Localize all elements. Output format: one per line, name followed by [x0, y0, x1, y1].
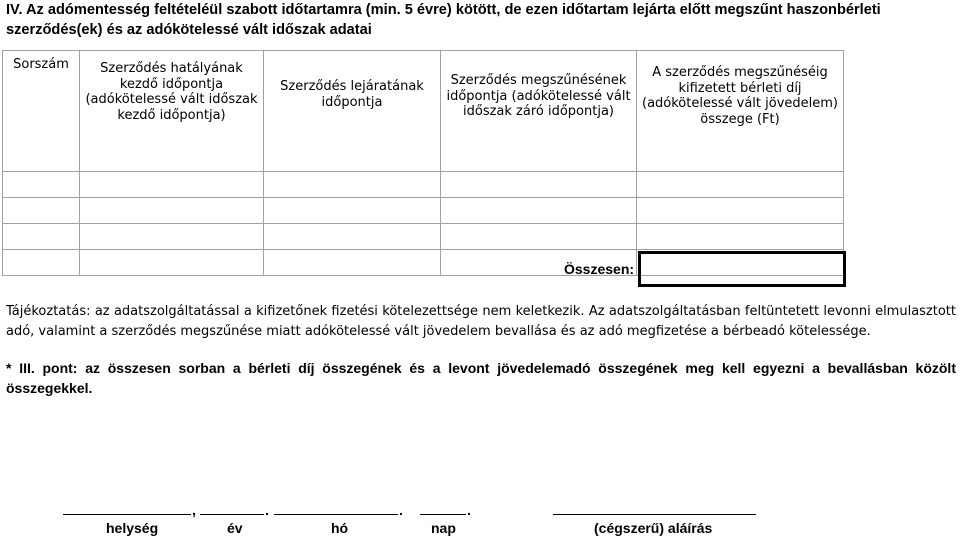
- year-line[interactable]: [200, 514, 264, 515]
- signature-line[interactable]: [553, 514, 756, 515]
- table-cell[interactable]: [3, 198, 80, 224]
- column-header-sorszam: Sorszám: [3, 51, 80, 172]
- label-year: év: [227, 520, 243, 536]
- label-place: helység: [106, 520, 159, 536]
- table-cell[interactable]: [441, 198, 637, 224]
- column-header-expiry-date: Szerződés lejáratának időpontja: [264, 51, 441, 172]
- column-header-rent-amount: A szerződés megszűnéséig kifizetett bérleti díj (adókötelessé vált jövedelem) összege (Ft): [637, 51, 844, 172]
- separator-comma: ,: [192, 502, 196, 518]
- table-cell[interactable]: [637, 224, 844, 250]
- column-header-termination-date: Szerződés megszűnésének időpontja (adókötelessé vált időszak záró időpontja): [441, 51, 637, 172]
- table-cell[interactable]: [3, 224, 80, 250]
- table-cell[interactable]: [3, 172, 80, 198]
- table-cell[interactable]: [441, 224, 637, 250]
- information-note: Tájékoztatás: az adatszolgáltatással a kifizetőnek fizetési kötelezettsége nem keletkezik. Az adatszolgáltatásban feltüntetett levonni elmulasztott adó, valamint a szerződés megszűnése miatt adókötelessé vált jövedelem bevallása és az adó megfizetése a bérbeadó kötelessége.: [6, 304, 956, 339]
- table-cell[interactable]: [264, 198, 441, 224]
- table-cell[interactable]: [637, 198, 844, 224]
- table-row: [3, 198, 844, 224]
- table-header-row: [3, 51, 844, 172]
- table-cell[interactable]: [264, 250, 441, 276]
- day-line[interactable]: [420, 514, 466, 515]
- table-cell[interactable]: [637, 172, 844, 198]
- label-day: nap: [431, 520, 456, 536]
- table-cell[interactable]: [80, 172, 264, 198]
- contracts-table: [2, 50, 844, 276]
- table-cell[interactable]: [264, 172, 441, 198]
- table-cell[interactable]: [3, 250, 80, 276]
- month-line[interactable]: [274, 514, 398, 515]
- place-line[interactable]: [63, 514, 191, 515]
- table-cell[interactable]: [80, 198, 264, 224]
- separator-dot: .: [467, 502, 471, 518]
- total-label: Összesen:: [564, 261, 635, 277]
- column-header-start-date: Szerződés hatályának kezdő időpontja (adókötelessé vált időszak kezdő időpontja): [80, 51, 264, 172]
- table-row: [3, 224, 844, 250]
- table-cell[interactable]: [80, 224, 264, 250]
- total-input-box[interactable]: [638, 251, 846, 287]
- table-row: [3, 172, 844, 198]
- section-heading: IV. Az adómentesség feltételéül szabott időtartamra (min. 5 évre) kötött, de ezen időtartam lejárta előtt megszűnt haszonbérleti szerződés(ek) és az adókötelessé vált időszak adatai: [6, 2, 881, 38]
- separator-dot: .: [399, 502, 403, 518]
- label-month: hó: [331, 520, 349, 536]
- footnote: * III. pont: az összesen sorban a bérleti díj összegének és a levont jövedelemadó összegének meg kell egyezni a bevallásban közölt összegekkel.: [6, 360, 956, 396]
- separator-dot: .: [265, 502, 269, 518]
- table-cell[interactable]: [264, 224, 441, 250]
- label-signature: (cégszerű) aláírás: [594, 520, 713, 536]
- table-cell[interactable]: [80, 250, 264, 276]
- table-cell[interactable]: [441, 172, 637, 198]
